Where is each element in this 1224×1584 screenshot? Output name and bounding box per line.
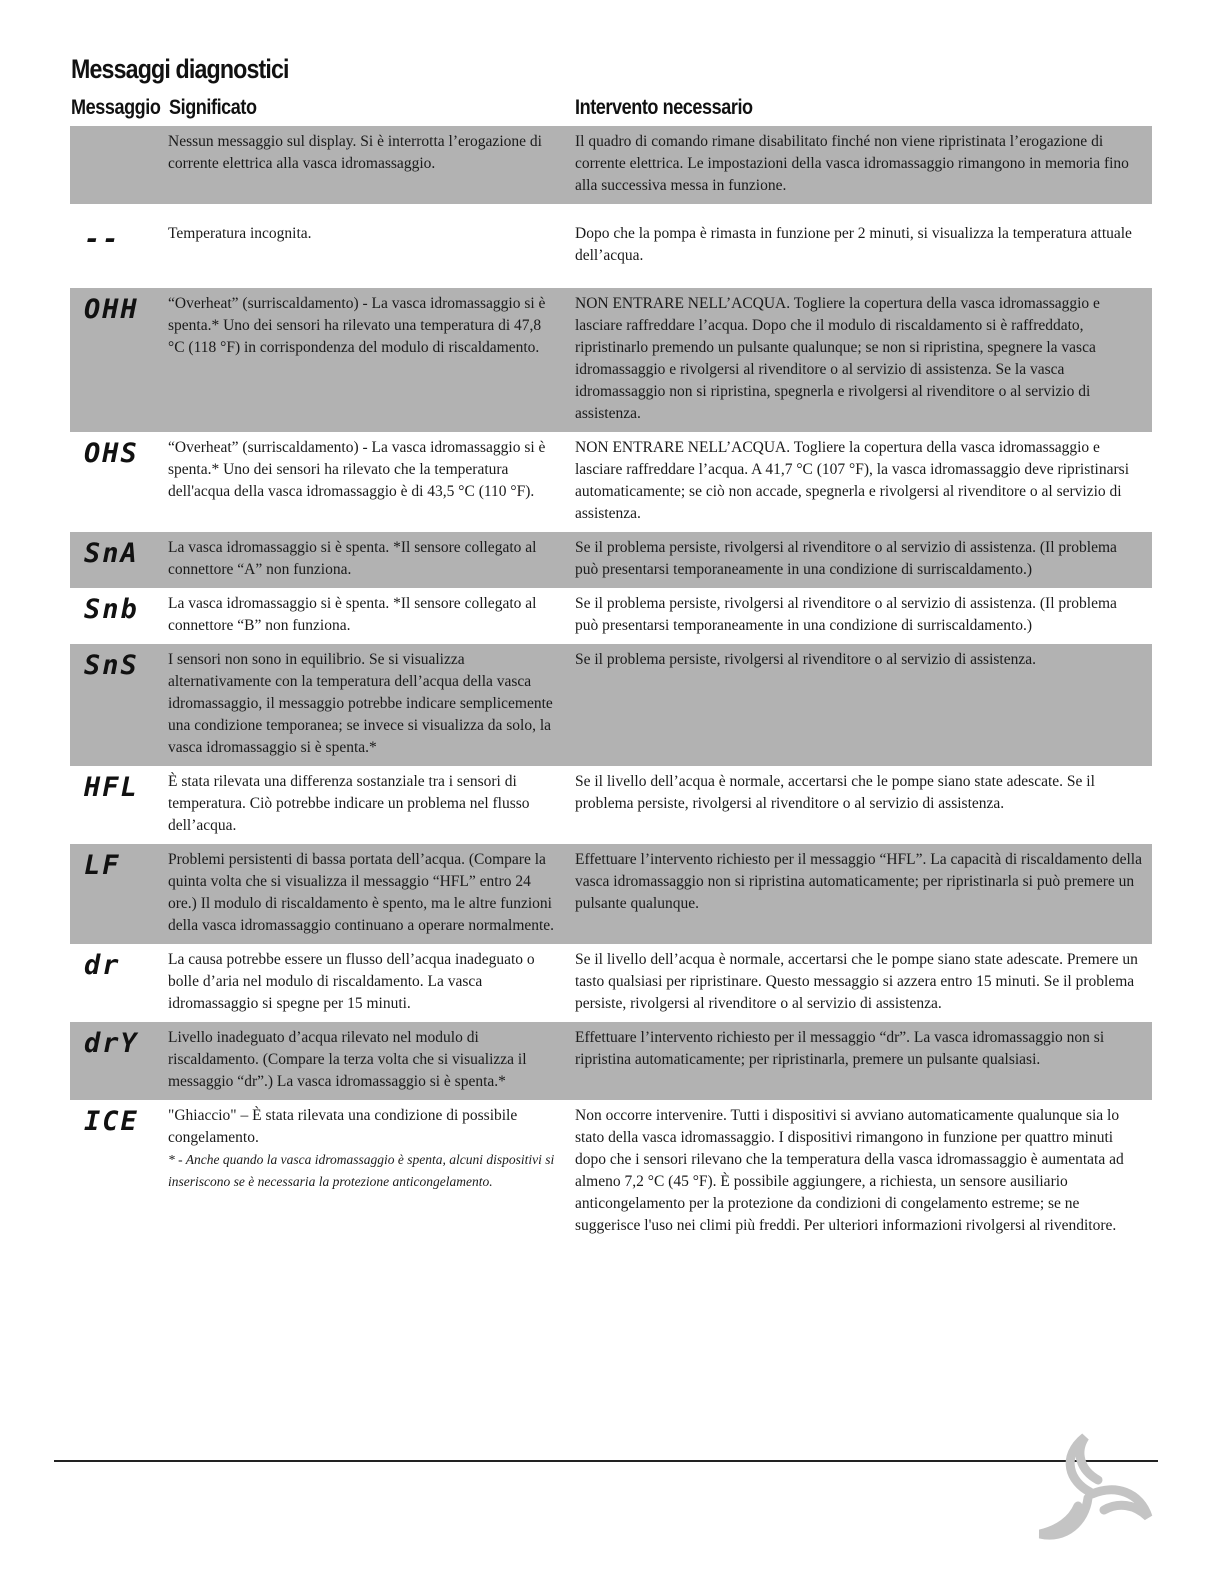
action-text: Effettuare l’intervento richiesto per il messaggio “dr”. La vasca idromassaggio non si ripristina automaticamente; per ripristinarla, premere un pulsante qualsiasi. bbox=[575, 1029, 1105, 1068]
meaning-text: “Overheat” (surriscaldamento) - La vasca idromassaggio si è spenta.* Uno dei sensori ha rilevato che la temperatura dell'acqua della vasca idromassaggio è di 43,5 °C (110 °F). bbox=[168, 439, 546, 500]
error-code: SnA bbox=[84, 538, 139, 569]
page-title: Messaggi diagnostici bbox=[71, 54, 289, 84]
table-row bbox=[70, 1100, 1152, 1244]
error-code: OHH bbox=[84, 294, 139, 325]
error-code: Snb bbox=[84, 594, 139, 625]
error-code: -- bbox=[84, 224, 121, 255]
table-row bbox=[70, 588, 1152, 644]
table-row bbox=[70, 844, 1152, 944]
table-row bbox=[70, 288, 1152, 432]
action-text: Dopo che la pompa è rimasta in funzione per 2 minuti, si visualizza la temperatura attuale dell’acqua. bbox=[575, 225, 1132, 264]
meaning-text: “Overheat” (surriscaldamento) - La vasca idromassaggio si è spenta.* Uno dei sensori ha rilevato una temperatura di 47,8 °C (118 °F) in corrispondenza del modulo di riscaldamento. bbox=[168, 295, 546, 356]
meaning-text: Livello inadeguato d’acqua rilevato nel modulo di riscaldamento. (Compare la terza volta che si visualizza il messaggio “dr”.) La vasca idromassaggio si è spenta.* bbox=[168, 1029, 527, 1090]
footer-divider bbox=[54, 1460, 1158, 1462]
error-code: SnS bbox=[84, 650, 139, 681]
action-text: Se il problema persiste, rivolgersi al rivenditore o al servizio di assistenza. (Il problema può presentarsi temporaneamente in una condizione di surriscaldamento.) bbox=[575, 595, 1117, 634]
meaning-text: Problemi persistenti di bassa portata dell’acqua. (Compare la quinta volta che si visualizza il messaggio “HFL” entro 24 ore.) Il modulo di riscaldamento è spento, ma le altre funzioni della vasca idromassaggio continuano a operare normalmente. bbox=[168, 851, 555, 934]
action-text: Se il problema persiste, rivolgersi al rivenditore o al servizio di assistenza. (Il problema può presentarsi temporaneamente in una condizione di surriscaldamento.) bbox=[575, 539, 1117, 578]
action-text: Il quadro di comando rimane disabilitato finché non viene ripristinata l’erogazione di corrente elettrica. Le impostazioni della vasca idromassaggio rimangono in memoria fino alla successiva messa in funzione. bbox=[575, 133, 1129, 194]
meaning-text: La causa potrebbe essere un flusso dell’acqua inadeguato o bolle d’aria nel modulo di riscaldamento. La vasca idromassaggio si spegne per 15 minuti. bbox=[168, 951, 535, 1012]
action-text: Effettuare l’intervento richiesto per il messaggio “HFL”. La capacità di riscaldamento della vasca idromassaggio non si ripristina automaticamente; per ripristinarla si può premere un pulsante qualunque. bbox=[575, 851, 1142, 912]
error-code: LF bbox=[84, 850, 121, 881]
footnote: * - Anche quando la vasca idromassaggio è spenta, alcuni dispositivi si inseriscono se è necessaria la protezione anticongelamento. bbox=[168, 1152, 555, 1189]
error-code: HFL bbox=[84, 772, 139, 803]
diagnostics-table bbox=[70, 126, 1152, 1244]
header-action: Intervento necessario bbox=[575, 96, 753, 119]
action-text: Non occorre intervenire. Tutti i dispositivi si avviano automaticamente qualunque sia lo stato della vasca idromassaggio. I dispositivi rimangono in funzione per quattro minuti dopo che i sensori rilevano che la temperatura della vasca idromassaggio è aumentata ad almeno 7,2 °C (45 °F). È possibile aggiungere, a richiesta, un sensore ausiliario anticongelamento per la protezione da condizioni di congelamento estreme; se ne suggerisce l'uso nei climi più freddi. Per ulteriori informazioni rivolgersi al rivenditore. bbox=[575, 1107, 1124, 1234]
action-text: NON ENTRARE NELL’ACQUA. Togliere la copertura della vasca idromassaggio e lasciare raffreddare l’acqua. Dopo che il modulo di riscaldamento si è raffreddato, ripristinarlo premendo un pulsante qualunque; se non si ripristina, spegnere la vasca idromassaggio e rivolgersi al rivenditore o al servizio di assistenza. Se la vasca idromassaggio non si ripristina, spegnerla e rivolgersi al rivenditore o al servizio di assistenza. bbox=[575, 295, 1100, 422]
meaning-text: I sensori non sono in equilibrio. Se si visualizza alternativamente con la temperatura dell’acqua della vasca idromassaggio, il messaggio potrebbe indicare semplicemente una condizione temporanea; se invece si visualizza da solo, la vasca idromassaggio si è spenta.* bbox=[168, 651, 553, 756]
table-row bbox=[70, 644, 1152, 766]
meaning-text: Nessun messaggio sul display. Si è interrotta l’erogazione di corrente elettrica alla vasca idromassaggio. bbox=[168, 133, 542, 172]
error-code: drY bbox=[84, 1028, 139, 1059]
header-meaning: Significato bbox=[169, 96, 257, 119]
error-code: dr bbox=[84, 950, 121, 981]
table-row bbox=[70, 432, 1152, 532]
meaning-text: Temperatura incognita. bbox=[168, 225, 312, 242]
action-text: NON ENTRARE NELL’ACQUA. Togliere la copertura della vasca idromassaggio e lasciare raffreddare l’acqua. A 41,7 °C (107 °F), la vasca idromassaggio deve ripristinarsi automaticamente; se ciò non accade, spegnerla e rivolgersi al rivenditore o al servizio di assistenza. bbox=[575, 439, 1129, 522]
error-code: OHS bbox=[84, 438, 139, 469]
table-row bbox=[70, 1022, 1152, 1100]
error-code bbox=[70, 131, 168, 197]
table-row bbox=[70, 126, 1152, 204]
action-text: Se il livello dell’acqua è normale, accertarsi che le pompe siano state adescate. Premere un tasto qualsiasi per ripristinare. Questo messaggio si azzera entro 15 minuti. Se il problema persiste, rivolgersi al rivenditore o al servizio di assistenza. bbox=[575, 951, 1138, 1012]
table-row bbox=[70, 532, 1152, 588]
meaning-text: È stata rilevata una differenza sostanziale tra i sensori di temperatura. Ciò potrebbe indicare un problema nel flusso dell’acqua. bbox=[168, 773, 530, 834]
action-text: Se il problema persiste, rivolgersi al rivenditore o al servizio di assistenza. bbox=[575, 651, 1036, 668]
header-message: Messaggio bbox=[71, 96, 161, 119]
table-row bbox=[70, 218, 1152, 274]
meaning-cell bbox=[168, 1105, 575, 1237]
meaning-text: La vasca idromassaggio si è spenta. *Il sensore collegato al connettore “B” non funziona. bbox=[168, 595, 537, 634]
error-code: ICE bbox=[84, 1106, 139, 1137]
swirl-logo-icon bbox=[1030, 1422, 1160, 1562]
table-row bbox=[70, 944, 1152, 1022]
action-text: Se il livello dell’acqua è normale, accertarsi che le pompe siano state adescate. Se il problema persiste, rivolgersi al rivenditore o al servizio di assistenza. bbox=[575, 773, 1095, 812]
table-row bbox=[70, 766, 1152, 844]
meaning-text: La vasca idromassaggio si è spenta. *Il sensore collegato al connettore “A” non funziona. bbox=[168, 539, 537, 578]
meaning-text: "Ghiaccio" – È stata rilevata una condizione di possibile congelamento. bbox=[168, 1107, 518, 1146]
